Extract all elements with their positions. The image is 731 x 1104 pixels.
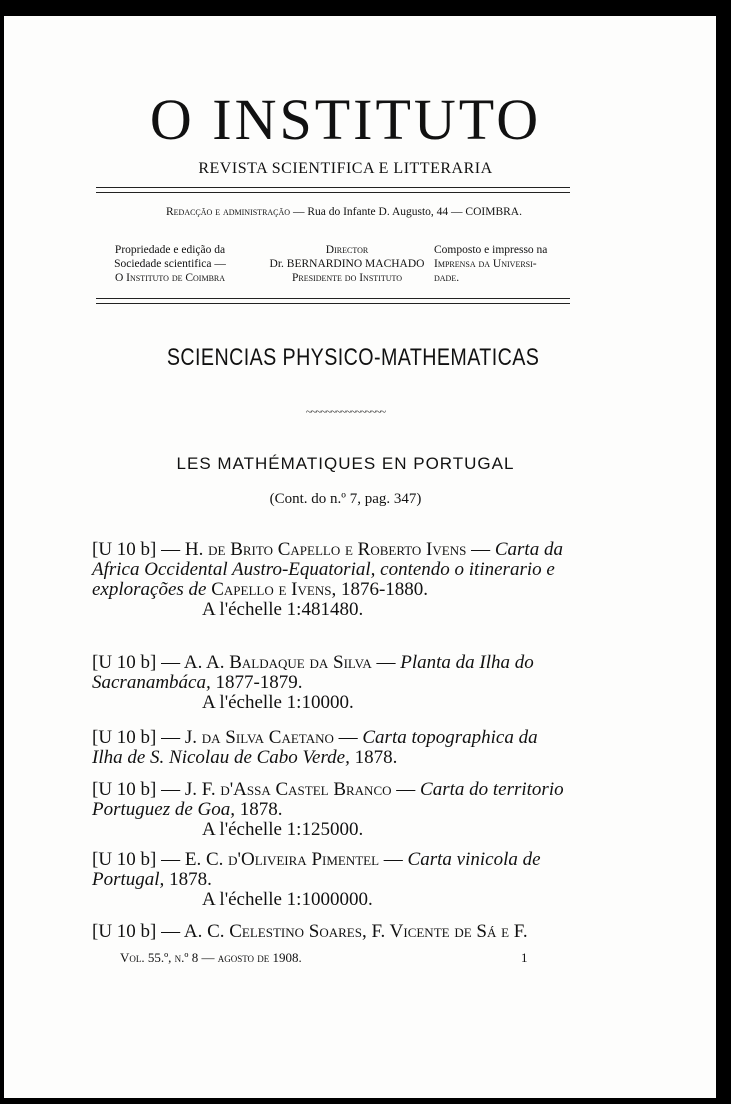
entry-authors: — A. A. Baldaque da Silva — [161,652,396,673]
entry-authors: — H. de Brito Capello e Roberto Ivens — [161,539,491,560]
entry-tag: [U 10 b] [92,779,157,800]
continuation-note: (Cont. do n.º 7, pag. 347) [269,491,422,507]
printer-block [434,243,584,285]
bibliography-entry [92,850,572,910]
ornament-divider: ~~~~~~~~~~~~~~~~ [305,406,386,418]
entry-authors: — E. C. d'Oliveira Pimentel — [161,849,403,870]
entry-work: Carta da Africa Occidental Austro-Equatorial, contendo o itinerario e explorações de [92,539,563,600]
journal-subtitle: REVISTA SCIENTIFICA E LITTERARIA [198,160,493,177]
entry-authors: — A. C. Celestino Soares, F. Vicente de Sá e F. [161,921,528,942]
entry-authors: — J. da Silva Caetano — [161,727,358,748]
journal-title: O INSTITUTO [149,87,542,152]
entry-tag: [U 10 b] [92,652,157,673]
director-name: Dr. BERNARDINO MACHADO [269,258,425,270]
entry-tag: [U 10 b] [92,849,157,870]
director-role: Presidente do Instituto [291,272,403,284]
entry-tail: 1878. [239,799,283,820]
entry-tag: [U 10 b] [92,539,157,560]
ownership-line: Sociedade scientifica — [114,258,226,270]
entry-authors: — J. F. d'Assa Castel Branco — [161,779,416,800]
entry-tag: [U 10 b] [92,921,157,942]
printer-line: Imprensa da Universi- [434,258,537,270]
masthead-rule [96,303,570,304]
ownership-line: O Instituto de Coimbra [114,272,226,284]
director-label: Director [325,244,369,256]
entry-work: Carta vinicola de Portugal, [92,849,541,890]
bibliography-entry [92,728,572,768]
entry-scale: A l'échelle 1:1000000. [202,889,373,910]
bibliography-entry [92,922,572,942]
journal-page [4,16,716,1098]
printer-line: Composto e impresso na [434,244,548,256]
bibliography-entry [92,653,572,713]
bibliography-entry [92,780,572,840]
printer-line: dade. [434,272,460,284]
ownership-block [82,243,258,285]
masthead-rule [96,187,570,188]
bibliography-entry [92,540,572,620]
entry-tail: 1878. [169,869,212,890]
entry-scale: A l'échelle 1:481480. [202,599,364,620]
entry-tail: 1878. [354,747,398,768]
signature-mark: 1 [521,950,528,965]
director-block [242,243,452,285]
address-text: — Rua do Infante D. Augusto, 44 — COIMBRA. [292,206,522,218]
entry-tag: [U 10 b] [92,727,157,748]
masthead-rule [96,192,570,193]
ownership-line: Propriedade e edição da [114,244,226,256]
entry-work: Planta da Ilha do Sacranambáca, [92,652,534,693]
entry-scale: A l'échelle 1:10000. [202,692,354,713]
address-label: Redacção e administração [165,206,291,218]
issue-footer: Vol. 55.º, n.º 8 — agosto de 1908. [120,950,302,965]
entry-work: Carta topographica da Ilha de S. Nicolau de Cabo Verde, [92,727,538,768]
entry-work: Carta do territorio Portuguez de Goa, [92,779,564,820]
entry-tail: 1877-1879. [215,672,303,693]
entry-tail: Capello e Ivens, 1876-1880. [211,579,429,600]
section-heading: SCIENCIAS PHYSICO-MATHEMATICAS [166,344,540,371]
article-title: LES MATHÉMATIQUES EN PORTUGAL [176,454,515,473]
editorial-address [64,206,624,218]
entry-scale: A l'échelle 1:125000. [202,819,364,840]
masthead-rule [96,298,570,299]
